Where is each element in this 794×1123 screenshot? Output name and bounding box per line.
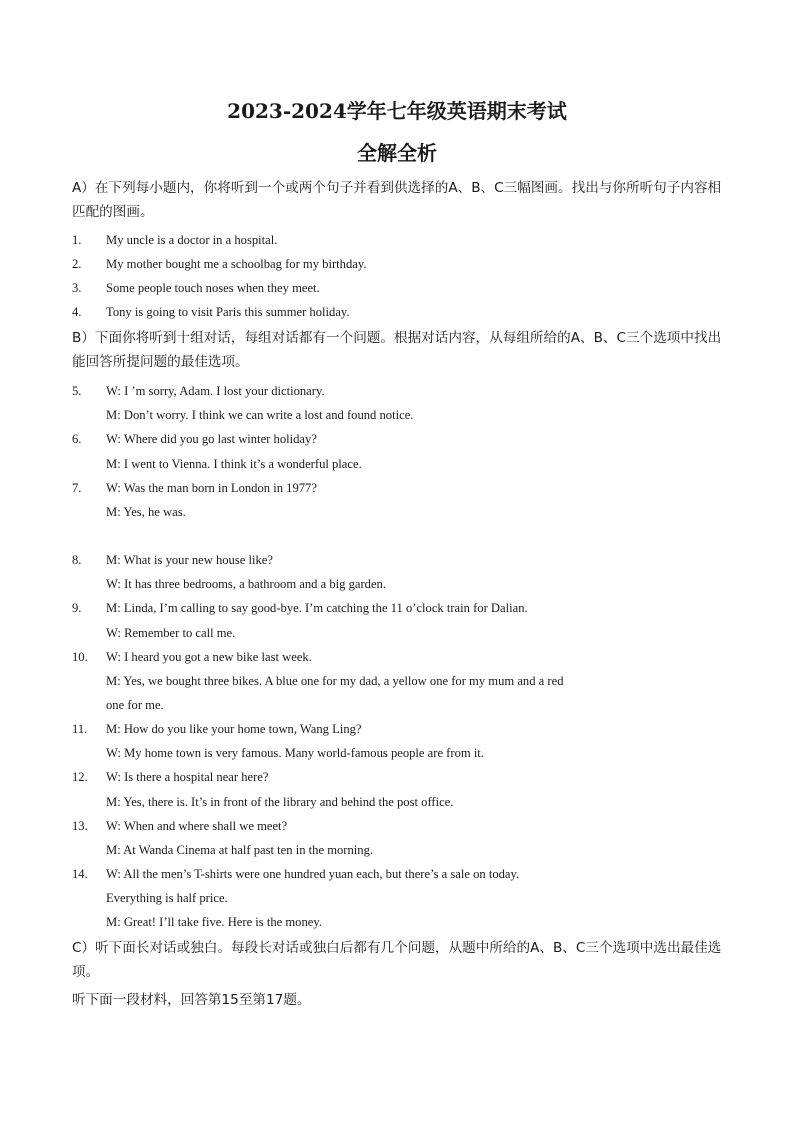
dialogue-line: W: All the men’s T-shirts were one hundred yuan each, but there’s a sale on today. [106, 867, 520, 881]
item-text: Tony is going to visit Paris this summer holiday. [106, 305, 350, 319]
item-number: 14. [72, 867, 88, 881]
dialogue-line: M: I went to Vienna. I think it’s a wonderful place. [106, 457, 362, 471]
dialogue-line: W: I ’m sorry, Adam. I lost your dictionary. [106, 384, 325, 398]
item-number: 11. [72, 722, 88, 736]
item-number: 13. [72, 819, 88, 833]
page-title: 2023-2024学年七年级英语期末考试 [227, 99, 567, 123]
item-number: 3. [72, 281, 82, 295]
item-number: 1. [72, 233, 82, 247]
item-number: 7. [72, 481, 82, 495]
dialogue-line: M: Yes, there is. It’s in front of the library and behind the post office. [106, 795, 454, 809]
dialogue-line: W: When and where shall we meet? [106, 819, 288, 833]
item-text: Some people touch noses when they meet. [106, 281, 320, 295]
section-c-note: 听下面一段材料，回答第15至第17题。 [72, 992, 311, 1008]
item-number: 5. [72, 384, 82, 398]
section-a-intro: A）在下列每小题内，你将听到一个或两个句子并看到供选择的A、B、C三幅图画。找出与你所听句子内容相匹配的图画。 [72, 180, 722, 220]
dialogue-line: M: Great! I’ll take five. Here is the money. [106, 915, 322, 929]
item-text: My uncle is a doctor in a hospital. [106, 233, 278, 247]
item-text: My mother bought me a schoolbag for my birthday. [106, 257, 367, 271]
dialogue-line: M: What is your new house like? [106, 553, 273, 567]
dialogue-line: M: At Wanda Cinema at half past ten in the morning. [106, 843, 374, 857]
dialogue-line: W: Is there a hospital near here? [106, 770, 269, 784]
dialogue-line: W: I heard you got a new bike last week. [106, 650, 312, 664]
dialogue-line: M: Yes, we bought three bikes. A blue one for my dad, a yellow one for my mum and a red [106, 674, 564, 688]
section-c-intro: C）听下面长对话或独白。每段长对话或独白后都有几个问题，从题中所给的A、B、C三个选项中选出最佳选项。 [72, 940, 722, 980]
item-number: 10. [72, 650, 88, 664]
page-subtitle: 全解全析 [357, 141, 437, 165]
dialogue-line: M: Yes, he was. [106, 505, 186, 519]
dialogue-line: Everything is half price. [106, 891, 228, 905]
item-number: 2. [72, 257, 82, 271]
dialogue-line: W: My home town is very famous. Many world-famous people are from it. [106, 746, 484, 760]
section-b-intro: B）下面你将听到十组对话，每组对话都有一个问题。根据对话内容，从每组所给的A、B、C三个选项中找出能回答所提问题的最佳选项。 [72, 330, 722, 370]
dialogue-line: W: Remember to call me. [106, 626, 236, 640]
item-number: 12. [72, 770, 88, 784]
dialogue-line: W: Where did you go last winter holiday? [106, 432, 317, 446]
dialogue-line: M: How do you like your home town, Wang Ling? [106, 722, 362, 736]
dialogue-line: W: It has three bedrooms, a bathroom and a big garden. [106, 577, 387, 591]
dialogue-line: M: Don’t worry. I think we can write a lost and found notice. [106, 408, 414, 422]
dialogue-line: M: Linda, I’m calling to say good-bye. I’m catching the 11 o’clock train for Dalian. [106, 601, 528, 615]
item-number: 9. [72, 601, 82, 615]
dialogue-line: one for me. [106, 698, 164, 712]
item-number: 8. [72, 553, 82, 567]
dialogue-line: W: Was the man born in London in 1977? [106, 481, 317, 495]
item-number: 6. [72, 432, 82, 446]
item-number: 4. [72, 305, 82, 319]
